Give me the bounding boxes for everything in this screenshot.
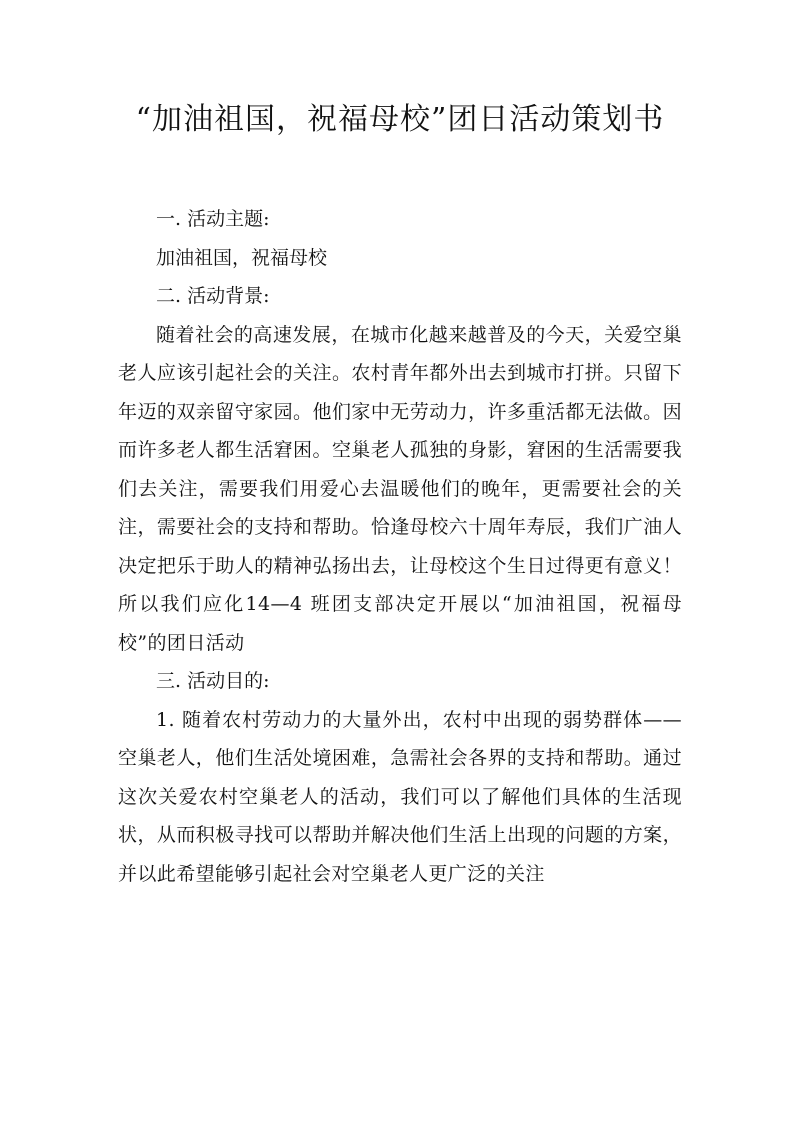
section-purpose <box>118 662 682 893</box>
section-heading: 一. 活动主题: <box>156 208 270 230</box>
section-heading: 三. 活动目的: <box>156 670 270 692</box>
section-heading: 二. 活动背景: <box>156 285 270 307</box>
section-background <box>118 277 682 662</box>
section-content: 1. 随着农村劳动力的大量外出，农村中出现的弱势群体——空巢老人，他们生活处境困难，急需社会各界的支持和帮助。通过这次关爱农村空巢老人的活动，我们可以了解他们具体的生活现状，从而积极寻找可以帮助并解决他们生活上出现的问题的方案，并以此希望能够引起社会对空巢老人更广泛的关注 <box>118 708 682 885</box>
section-content: 加油祖国，祝福母校 <box>156 246 328 269</box>
document-title: “加油祖国，祝福母校”团日活动策划书 <box>135 102 665 137</box>
document-body <box>118 200 682 893</box>
section-content: 随着社会的高速发展，在城市化越来越普及的今天，关爱空巢老人应该引起社会的关注。农村青年都外出去到城市打拼。只留下年迈的双亲留守家园。他们家中无劳动力，许多重活都无法做。因而许多老人都生活窘困。空巢老人孤独的身影，窘困的生活需要我们去关注，需要我们用爱心去温暖他们的晚年，更需要社会的关注，需要社会的支持和帮助。恰逢母校六十周年寿辰，我们广油人决定把乐于助人的精神弘扬出去，让母校这个生日过得更有意义！所以我们应化14—4 班团支部决定开展以“加油祖国，祝福母校”的团日活动 <box>118 323 682 654</box>
section-theme <box>118 200 682 277</box>
